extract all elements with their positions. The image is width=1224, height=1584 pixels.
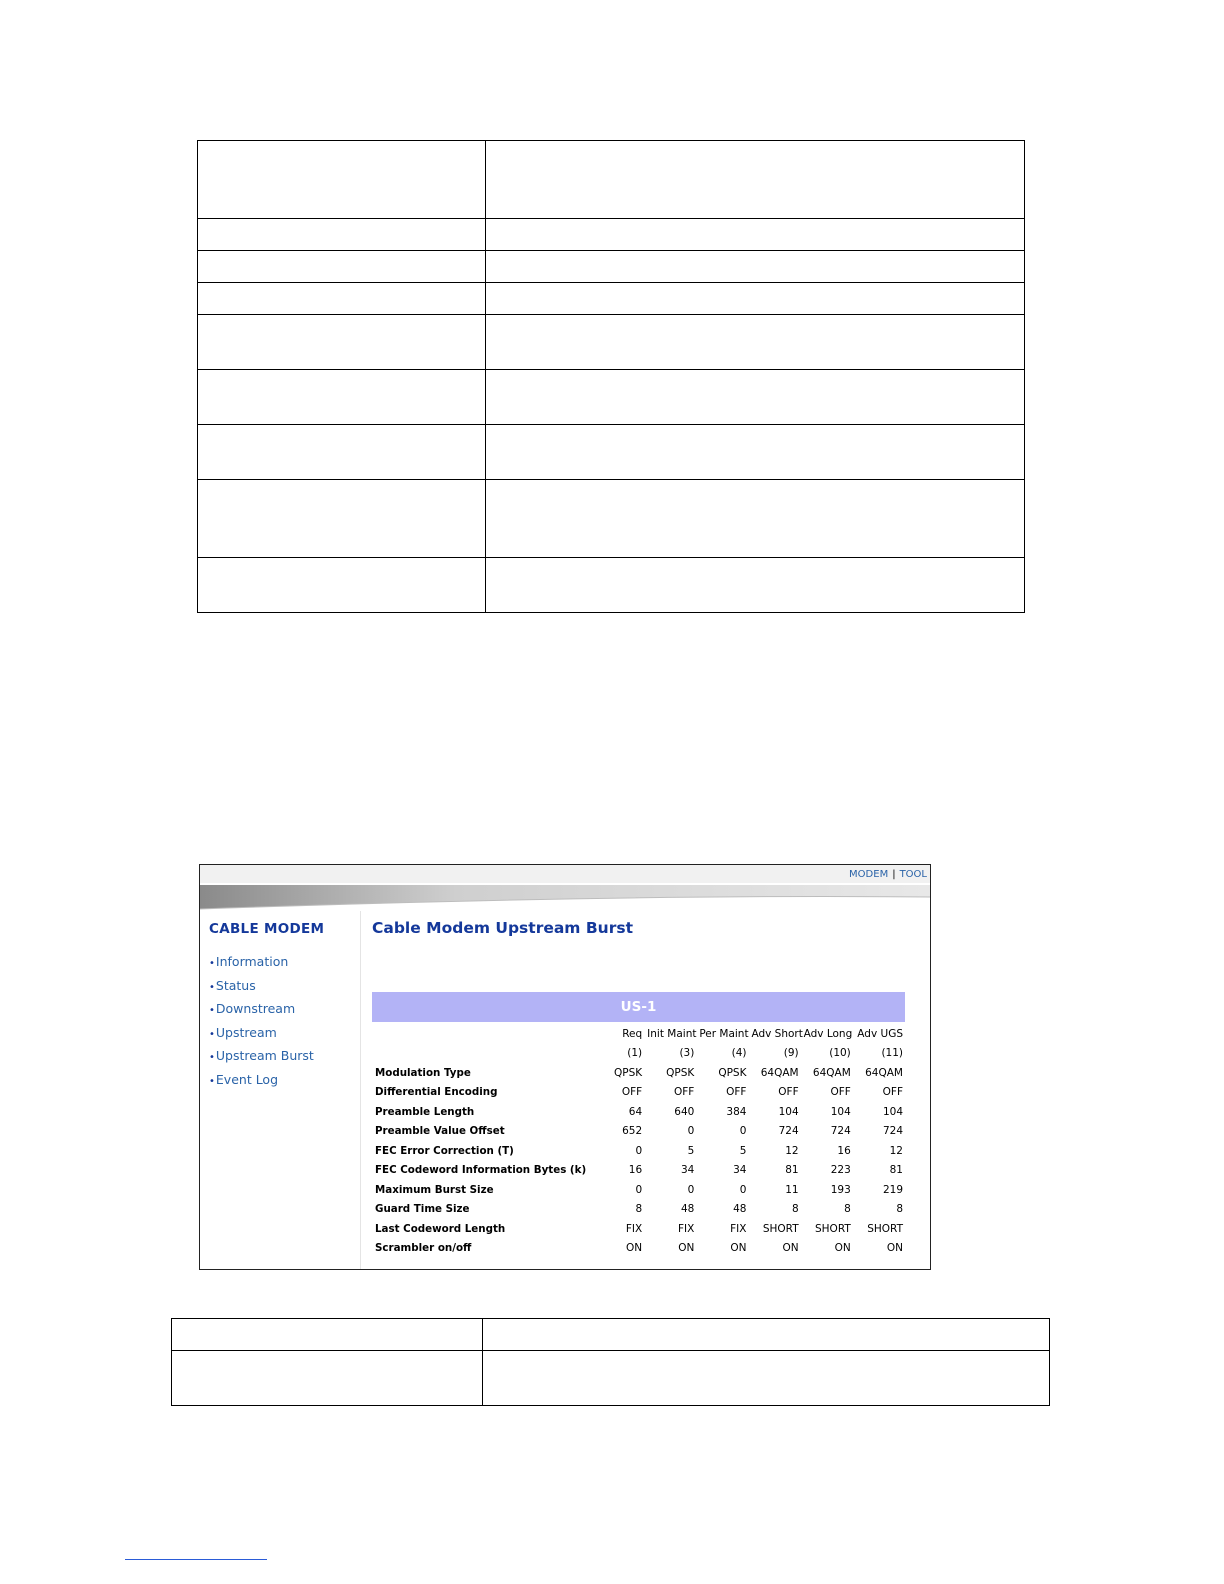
column-code-row (372, 1044, 905, 1064)
sidebar-item-upstream-burst[interactable] (209, 1045, 314, 1069)
column-header: Adv Long (803, 1027, 853, 1040)
bullet-icon: • (209, 1028, 215, 1040)
table-cell: 8 (791, 1203, 799, 1216)
table-cell: 64QAM (865, 1066, 903, 1079)
sidebar-item-label[interactable]: Upstream (215, 1024, 277, 1040)
table-row (198, 480, 1025, 558)
column-header: (3) (679, 1047, 695, 1060)
table-cell (486, 219, 1025, 251)
column-header: (11) (881, 1047, 903, 1060)
table-cell: 81 (785, 1164, 799, 1177)
table-row (372, 1161, 905, 1181)
table-cell: FIX (730, 1222, 747, 1235)
bullet-icon: • (209, 1075, 215, 1087)
sidebar-nav (209, 951, 314, 1093)
sidebar-item-status[interactable] (209, 975, 314, 999)
sidebar-item-label[interactable]: Status (215, 977, 256, 993)
table-row (198, 558, 1025, 613)
table-cell: 0 (739, 1125, 747, 1138)
table-cell: OFF (673, 1086, 695, 1099)
table-cell (198, 558, 486, 613)
table-cell: 104 (778, 1105, 799, 1118)
bullet-icon: • (209, 981, 215, 993)
sidebar-item-label[interactable]: Downstream (215, 1001, 296, 1017)
table-row (198, 251, 1025, 283)
column-header: Init Maint (647, 1027, 697, 1040)
table-row (198, 283, 1025, 315)
table-cell: 64QAM (812, 1066, 851, 1079)
table-row (372, 1180, 905, 1200)
table-cell (198, 141, 486, 219)
modem-ui-screenshot (199, 864, 931, 1270)
table-cell: SHORT (867, 1222, 903, 1235)
table-cell: 640 (674, 1105, 695, 1118)
page-title: Cable Modem Upstream Burst (372, 919, 633, 937)
table-cell (486, 315, 1025, 370)
table-cell (172, 1319, 483, 1351)
sidebar-item-downstream[interactable] (209, 998, 314, 1022)
table-cell: 652 (622, 1125, 643, 1138)
blank-table-top (197, 140, 1025, 613)
table-cell (486, 283, 1025, 315)
table-cell: 193 (830, 1183, 851, 1196)
table-row (198, 219, 1025, 251)
table-row (372, 1102, 905, 1122)
row-label: FEC Error Correction (T) (375, 1144, 514, 1157)
table-cell (483, 1319, 1050, 1351)
table-cell: 0 (687, 1125, 695, 1138)
sidebar-item-label[interactable]: Information (215, 954, 289, 969)
column-header: (10) (829, 1047, 851, 1060)
upstream-burst-table (372, 1024, 905, 1258)
table-row (372, 1083, 905, 1103)
table-cell (486, 141, 1025, 219)
footnote-separator (125, 1559, 267, 1560)
table-cell (486, 370, 1025, 425)
table-cell: 16 (837, 1144, 851, 1157)
row-label: Maximum Burst Size (375, 1183, 494, 1196)
table-cell (198, 219, 486, 251)
sidebar-item-upstream[interactable] (209, 1022, 314, 1046)
table-cell: 223 (830, 1164, 851, 1177)
table-cell: 0 (635, 1183, 643, 1196)
table-cell (198, 425, 486, 480)
table-row (198, 315, 1025, 370)
table-cell: FIX (625, 1222, 643, 1235)
table-cell (486, 425, 1025, 480)
sidebar (200, 911, 361, 1269)
table-cell (486, 558, 1025, 613)
table-cell: ON (782, 1242, 799, 1255)
row-label: Scrambler on/off (375, 1242, 472, 1255)
table-cell: 16 (628, 1164, 643, 1177)
table-cell: OFF (726, 1086, 747, 1099)
table-cell (486, 480, 1025, 558)
row-label: Modulation Type (375, 1066, 471, 1079)
table-cell: 104 (882, 1105, 903, 1118)
table-cell: 724 (778, 1125, 799, 1138)
main-content (372, 911, 912, 1269)
column-header: Adv UGS (857, 1027, 903, 1040)
table-row (198, 425, 1025, 480)
table-row (198, 141, 1025, 219)
table-cell: QPSK (718, 1066, 747, 1079)
table-row (172, 1319, 1050, 1351)
table-cell: 11 (785, 1183, 799, 1196)
table-cell (198, 370, 486, 425)
table-cell (483, 1351, 1050, 1406)
table-cell: OFF (830, 1086, 851, 1099)
column-header: (1) (627, 1047, 643, 1060)
table-cell: OFF (778, 1086, 799, 1099)
table-cell: 104 (830, 1105, 851, 1118)
table-row (372, 1219, 905, 1239)
table-cell: 5 (739, 1144, 747, 1157)
table-cell: ON (730, 1242, 747, 1255)
table-row (372, 1141, 905, 1161)
table-cell (172, 1351, 483, 1406)
sidebar-item-label[interactable]: Upstream Burst (215, 1048, 314, 1064)
table-cell: 8 (635, 1203, 643, 1216)
table-cell: OFF (621, 1086, 643, 1099)
blank-table-bottom (171, 1318, 1050, 1406)
row-label: Guard Time Size (375, 1203, 470, 1216)
column-header: Req (622, 1027, 643, 1040)
row-label: Preamble Length (375, 1105, 475, 1118)
bullet-icon: • (209, 1052, 215, 1064)
column-header: (4) (731, 1047, 747, 1060)
channel-header: US-1 (372, 992, 905, 1022)
table-row (372, 1063, 905, 1083)
link-separator: | (892, 869, 896, 880)
column-header-row (372, 1024, 905, 1044)
top-bar (200, 865, 930, 885)
table-cell: 5 (687, 1144, 695, 1157)
table-row (372, 1239, 905, 1259)
column-header: Adv Short (751, 1027, 803, 1040)
table-cell: 64QAM (760, 1066, 799, 1079)
table-cell: 0 (635, 1144, 643, 1157)
table-cell: FIX (677, 1222, 695, 1235)
table-cell: 48 (680, 1203, 695, 1216)
table-row (372, 1122, 905, 1142)
row-label: Differential Encoding (375, 1086, 498, 1099)
sidebar-item-information[interactable] (209, 951, 314, 975)
table-cell (486, 251, 1025, 283)
table-cell: 81 (889, 1164, 903, 1177)
table-cell: 724 (882, 1125, 903, 1138)
table-row (198, 370, 1025, 425)
tool-link[interactable]: TOOL (899, 869, 927, 880)
table-row (372, 1200, 905, 1220)
table-cell (198, 283, 486, 315)
header-swoosh (200, 883, 930, 911)
table-cell: QPSK (666, 1066, 695, 1079)
table-cell (198, 315, 486, 370)
bullet-icon: • (209, 1005, 215, 1017)
table-cell: 34 (733, 1164, 747, 1177)
table-cell: 219 (882, 1183, 903, 1196)
table-cell: ON (626, 1242, 643, 1255)
row-label: Last Codeword Length (375, 1222, 506, 1235)
table-cell: OFF (882, 1086, 903, 1099)
table-cell: 64 (628, 1105, 643, 1118)
row-label: FEC Codeword Information Bytes (k) (375, 1164, 587, 1177)
table-cell: 34 (680, 1164, 695, 1177)
table-cell: QPSK (614, 1066, 643, 1079)
bullet-icon: • (209, 958, 215, 969)
modem-link[interactable]: MODEM (849, 869, 889, 880)
table-cell: 0 (687, 1183, 695, 1196)
table-cell (198, 480, 486, 558)
table-cell: SHORT (815, 1222, 851, 1235)
row-label: Preamble Value Offset (375, 1125, 505, 1138)
table-cell: SHORT (762, 1222, 799, 1235)
table-cell: 384 (726, 1105, 747, 1118)
column-header: Per Maint (699, 1027, 749, 1040)
table-cell: ON (834, 1242, 851, 1255)
table-row (172, 1351, 1050, 1406)
table-cell: 12 (785, 1144, 799, 1157)
sidebar-item-event-log[interactable] (209, 1069, 314, 1093)
table-cell: 12 (889, 1144, 903, 1157)
table-cell: ON (886, 1242, 903, 1255)
table-cell: 724 (830, 1125, 851, 1138)
table-cell: 8 (896, 1203, 903, 1216)
table-cell: 0 (739, 1183, 747, 1196)
sidebar-title: CABLE MODEM (209, 921, 325, 937)
table-cell: 48 (733, 1203, 747, 1216)
sidebar-item-label[interactable]: Event Log (215, 1071, 279, 1087)
empty-cell (372, 1044, 592, 1064)
empty-cell (372, 1024, 592, 1044)
column-header: (9) (783, 1047, 799, 1060)
table-cell: ON (678, 1242, 695, 1255)
table-cell (198, 251, 486, 283)
table-cell: 8 (844, 1203, 851, 1216)
